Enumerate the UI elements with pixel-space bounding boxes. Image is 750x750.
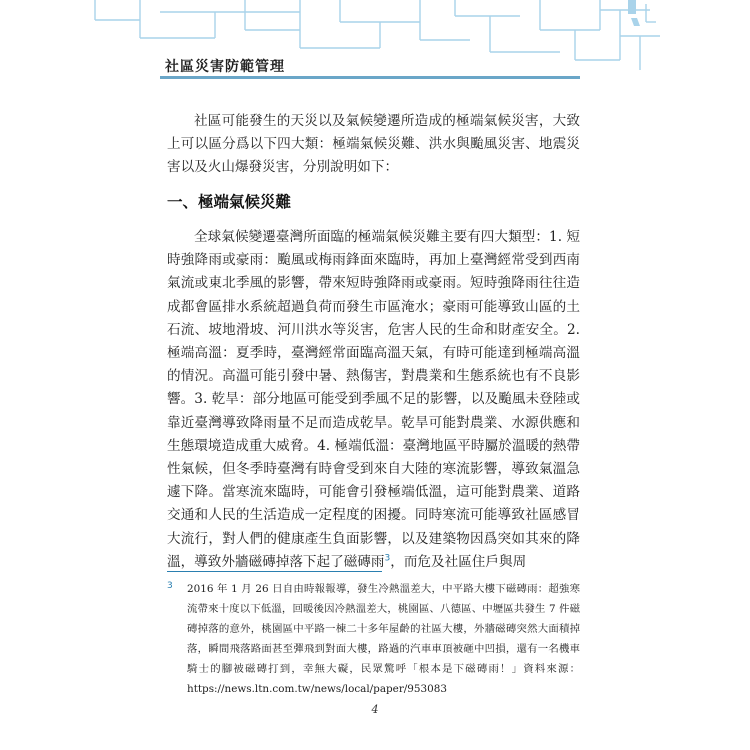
page-number: 4 bbox=[371, 703, 379, 716]
intro-paragraph: 社區可能發生的天災以及氣候變遷所造成的極端氣候災害，大致上可以區分爲以下四大類：極端氣候災難、洪水與颱風災害、地震災害以及火山爆發災害，分別說明如下： bbox=[167, 113, 580, 176]
footnote-reference[interactable]: 3 bbox=[384, 553, 391, 564]
section-body-tail: ，而危及社區住戶與周 bbox=[390, 553, 527, 570]
running-header-title: 社區災害防範管理 bbox=[165, 59, 285, 75]
section-heading: 一、極端氣候災難 bbox=[167, 193, 292, 211]
section-body-paragraph bbox=[167, 226, 580, 574]
footnote-number: 3 bbox=[167, 581, 173, 591]
footnote bbox=[167, 579, 580, 699]
section-body-text: 全球氣候變遷臺灣所面臨的極端氣候災難主要有四大類型：1. 短時強降雨或豪雨：颱風或梅雨鋒面來臨時，再加上臺灣經常受到西南氣流或東北季風的影響，帶來短時強降雨或豪雨。短時強降雨往往造成都會區排水系統超過負荷而發生市區淹水；豪雨可能導致山區的土石流、坡地滑坡、河川洪水等災害，危害人民的生命和財產安全。2. 極端高溫：夏季時，臺灣經常面臨高溫天氣，有時可能達到極端高溫的情況。高溫可能引發中暑、熱傷害，對農業和生態系統也有不良影響。3. 乾旱：部分地區可能受到季風不足的影響，以及颱風未登陸或靠近臺灣導致降雨量不足而造成乾旱。乾旱可能對農業、水源供應和生態環境造成重大威脅。4. 極端低溫：臺灣地區平時屬於溫暖的熱帶性氣候，但冬季時臺灣有時會受到來自大陸的寒流影響，導致氣溫急遽下降。當寒流來臨時，可能會引發極端低溫，這可能對農業、道路交通和人民的生活造成一定程度的困擾。同時寒流可能導致社區感冒大流行，對人們的健康產生負面影響，以及建築物因爲突如其來的降溫，導致外牆磁磚掉落下起了磁磚雨 bbox=[167, 229, 580, 570]
footnote-text: 2016 年 1 月 26 日自由時報報導，發生冷熱溫差大，中平路大樓下磁磚雨：超強寒流帶來十度以下低溫，回暖後因冷熱溫差大，桃園區、八德區、中壢區共發生 7 件磁磚掉落的意外，桃園區中平路一棟二十多年屋齡的社區大樓，外牆磁磚突然大面積掉落，瞬間飛落路面甚至彈飛到對面大樓，路過的汽車車頂被砸中凹損，還有一名機車騎士的腳被磁磚打到，幸無大礙，民眾驚呼「根本是下磁磚雨！」資料來源：https://news.ltn.com.tw/news/local/paper/953083 bbox=[187, 583, 580, 695]
header-rule bbox=[160, 76, 580, 79]
footnote-rule bbox=[167, 571, 382, 572]
header-grid-decoration bbox=[0, 0, 750, 75]
